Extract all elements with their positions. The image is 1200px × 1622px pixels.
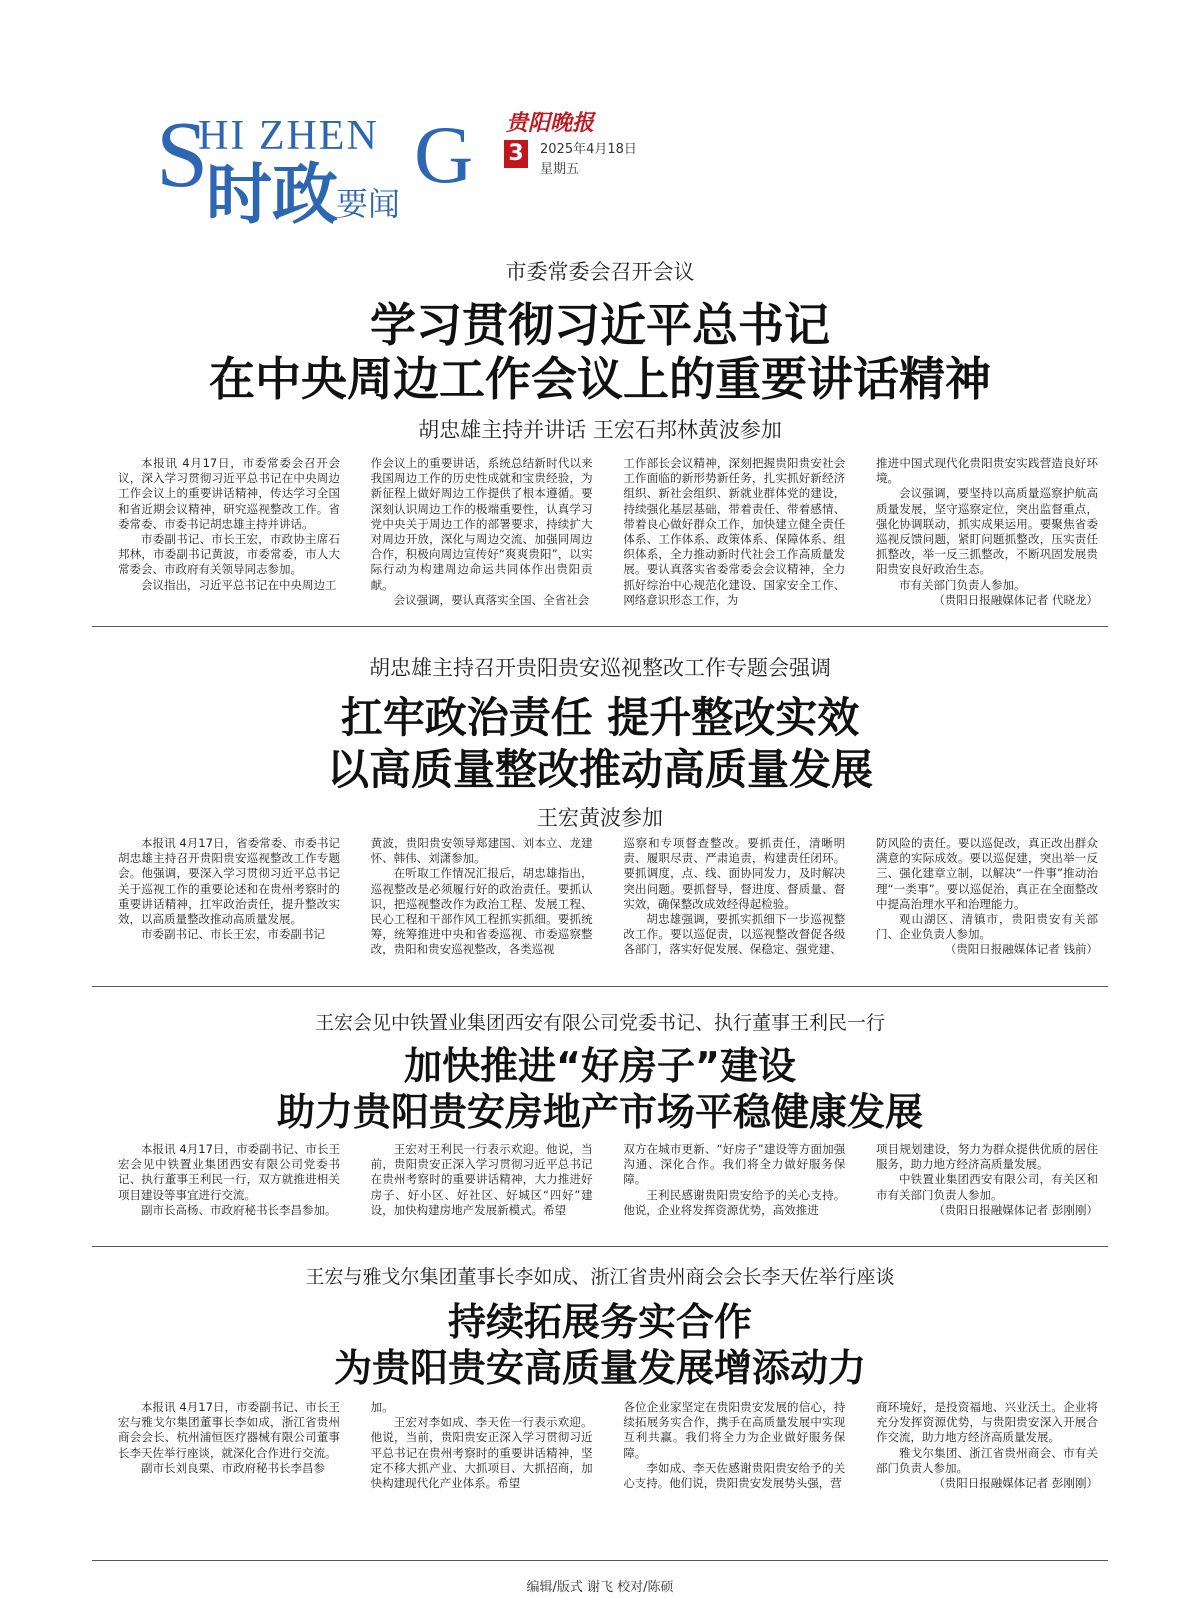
article-body — [118, 1400, 1098, 1528]
paragraph: 本报讯 4月17日，市委副书记、市长王宏会见中铁置业集团西安有限公司党委书记、执行董事王利民一行，双方就推进相关项目建设等事宜进行交流。 — [118, 1142, 340, 1202]
paragraph: 副市长高杨、市政府秘书长李昌参加。 — [141, 1202, 337, 1217]
paragraph: 胡忠雄强调，要抓实抓细下一步巡视整改工作。要以巡促责，以巡视整改督促各级各部门，落实好促发展、保稳定、强党建、 — [623, 912, 846, 957]
page-footer-credits: 编辑/版式 谢飞 校对/陈硕 — [526, 1580, 674, 1595]
paragraph: 会议强调，要坚持以高质量巡察护航高质量发展，坚守巡察定位，突出监督重点，强化协调联动，抓实成果运用。要聚焦省委巡视反馈问题，紧盯问题抓整改，压实责任抓整改，举一反三抓整改，不断巩固发展贵阳贵安良好政治生态。 — [875, 486, 1098, 577]
body-column — [876, 1142, 1098, 1226]
paragraph: 本报讯 4月17日，市委副书记、市长王宏与雅戈尔集团董事长李如成，浙江省贵州商会会长、杭州浦恒医疗器械有限公司董事长李天佐举行座谈，就深化合作进行交流。 — [118, 1400, 340, 1460]
paragraph: 各位企业家坚定在贵阳贵安发展的信心，持续拓展务实合作，携手在高质量发展中实现互利共赢。我们将全力为企业做好服务保障。 — [623, 1400, 846, 1460]
body-column — [371, 456, 593, 608]
paragraph: 市委副书记、市长王宏，市政协主席石邦林，市委副书记黄波，市委常委，市人大常委会、市政府有关领导同志参加。 — [118, 532, 340, 577]
section-divider — [92, 1246, 1108, 1247]
issue-date: 2025年4月18日 — [540, 142, 637, 157]
paragraph: 副市长刘良栗、市政府秘书长李昌参 — [141, 1460, 325, 1475]
paragraph: 市有关部门负责人参加。 — [898, 577, 1026, 592]
article-body — [118, 836, 1098, 962]
page-number: 3 — [504, 140, 528, 168]
section-divider — [92, 626, 1108, 627]
paragraph: 本报讯 4月17日，省委常委、市委书记胡忠雄主持召开贵阳贵安巡视整改工作专题会。他强调，要深入学习贯彻习近平总书记关于巡视工作的重要论述和在贵州考察时的重要讲话精神，扛牢政治责任，提升整改实效，以高质量整改推动高质量发展。 — [118, 836, 340, 927]
paragraph: 王宏对王利民一行表示欢迎。他说，当前，贵阳贵安正深入学习贯彻习近平总书记在贵州考察时的重要讲话精神，大力推进好房子、好小区、好社区、好城区“四好”建设，加快构建房地产发展新模式。希望 — [370, 1142, 593, 1217]
masthead — [156, 100, 676, 240]
footer-divider — [92, 1560, 1108, 1561]
body-column — [118, 1400, 340, 1528]
body-column — [876, 836, 1098, 962]
paragraph: 加。 — [370, 1400, 394, 1414]
paragraph: 防风险的责任。要以巡促改，真正改出群众满意的实际成效。要以巡促建，突出举一反三、强化建章立制，以解决“一件事”推动治理“一类事”。要以巡促治，真正在全面整改中提高治理水平和治理能力。 — [875, 836, 1098, 911]
article-kicker: 王宏与雅戈尔集团董事长李如成、浙江省贵州商会会长李天佐举行座谈 — [305, 1266, 895, 1288]
body-column — [371, 1400, 593, 1528]
body-column — [371, 1142, 593, 1226]
article-4 — [92, 1262, 1108, 1491]
article-headline-line-1: 加快推进“好房子”建设 — [404, 1044, 796, 1088]
section-divider — [92, 986, 1108, 987]
paragraph: 中铁置业集团西安有限公司，有关区和市有关部门负责人参加。 — [875, 1172, 1098, 1202]
article-1 — [92, 256, 1108, 607]
paragraph: 黄波，贵阳贵安领导郑建国、刘本立、龙建怀、韩伟、刘潇参加。 — [370, 836, 593, 866]
paragraph: 推进中国式现代化贵阳贵安实践营造良好环境。 — [875, 456, 1098, 486]
body-column — [623, 1400, 845, 1528]
paragraph: 王宏对李如成、李天佐一行表示欢迎。他说，当前，贵阳贵安正深入学习贯彻习近平总书记在贵州考察时的重要讲话精神，坚定不移大抓产业、大抓项目、大抓招商，加快构建现代化产业体系。希望 — [370, 1415, 593, 1491]
body-column — [118, 1142, 340, 1226]
paragraph: 商环境好，是投资福地、兴业沃土。企业将充分发挥资源优势，与贵阳贵安深入开展合作交流，助力地方经济高质量发展。 — [875, 1400, 1098, 1445]
byline: （贵阳日报融媒体记者 钱前） — [944, 942, 1098, 957]
article-headline-line-2: 在中央周边工作会议上的重要讲话精神 — [209, 352, 991, 406]
issue-weekday: 星期五 — [540, 162, 580, 177]
masthead-latin: HI ZHEN — [198, 113, 379, 159]
paragraph: 王利民感谢贵阳贵安给予的关心支持。他说，企业将发挥资源优势，高效推进 — [623, 1187, 846, 1217]
section-title: 时政 — [206, 156, 338, 233]
paragraph: 作会议上的重要讲话，系统总结新时代以来我国周边工作的历史性成就和宝贵经验，为新征程上做好周边工作提供了根本遵循。要深刻认识周边工作的极端重要性，认真学习党中央关于周边工作的部署要求，持续扩大对周边开放，深化与周边交流、加强同周边合作，积极向周边宣传好“爽爽贵阳”，以实际行动为构建周边命运共同体作出贵阳贡献。 — [370, 456, 593, 592]
paragraph: 巡察和专项督查整改。要抓责任，清晰明责、履职尽责、严肃追责，构建责任闭环。要抓调度，点、线、面协同发力，及时解决突出问题。要抓督导，督进度、督质量、督实效，确保整改成效经得起检验。 — [623, 836, 846, 911]
article-headline-line-1: 扛牢政治责任 提升整改实效 — [340, 693, 860, 742]
body-column — [371, 836, 593, 962]
paragraph: 在听取工作情况汇报后，胡忠雄指出，巡视整改是必须履行好的政治责任。要抓认识，把巡视整改作为政治工程、发展工程、民心工程和干部作风工程抓实抓细。要抓统筹，统筹推进中央和省委巡视、市委巡察整改，贵阳和贵安巡视整改，各类巡视 — [370, 866, 593, 957]
article-headline-line-2: 为贵阳贵安高质量发展增添动力 — [333, 1346, 866, 1390]
byline: （贵阳日报融媒体记者 彭刚刚） — [933, 1202, 1098, 1217]
byline: （贵阳日报融媒体记者 彭刚刚） — [933, 1476, 1098, 1491]
paragraph: 项目规划建设，努力为群众提供优质的居住服务，助力地方经济高质量发展。 — [875, 1142, 1098, 1172]
paragraph: 本报讯 4月17日，市委常委会召开会议，深入学习贯彻习近平总书记在中央周边工作会议上的重要讲话精神，传达学习全国和省近期会议精神，研究巡视整改工作。省委常委、市委书记胡忠雄主持并讲话。 — [118, 456, 340, 531]
newspaper-name: 贵阳晚报 — [506, 110, 595, 135]
body-column — [876, 456, 1098, 608]
masthead-letter-g: G — [414, 109, 474, 200]
article-headline-line-1: 持续拓展务实合作 — [447, 1300, 752, 1344]
body-column — [876, 1400, 1098, 1528]
paragraph: 会议指出，习近平总书记在中央周边工 — [141, 577, 337, 592]
article-headline-line-2: 助力贵阳贵安房地产市场平稳健康发展 — [276, 1090, 923, 1134]
article-body — [118, 456, 1098, 608]
article-body — [118, 1142, 1098, 1226]
paragraph: 工作部长会议精神，深刻把握贵阳贵安社会工作面临的新形势新任务，扎实抓好新经济组织、新社会组织、新就业群体党的建设，持续强化基层基础，带着责任、带着感情、带着良心做好群众工作，加快建立健全责任体系、工作体系、政策体系、保障体系、组织体系，全力推动新时代社会工作高质量发展。要认真落实省委常委会会议精神，全力抓好综治中心规范化建设、国家安全工作、网络意识形态工作，为 — [623, 456, 846, 607]
paragraph: 双方在城市更新、“好房子”建设等方面加强沟通、深化合作。我们将全力做好服务保障。 — [623, 1142, 846, 1187]
article-kicker: 胡忠雄主持召开贵阳贵安巡视整改工作专题会强调 — [369, 656, 831, 680]
article-kicker: 市委常委会召开会议 — [505, 260, 695, 284]
body-column — [118, 836, 340, 962]
article-kicker: 王宏会见中铁置业集团西安有限公司党委书记、执行董事王利民一行 — [314, 1012, 885, 1034]
body-column — [623, 456, 845, 608]
masthead-letter-s: S — [156, 103, 209, 207]
body-column — [623, 1142, 845, 1226]
paragraph: 李如成、李天佐感谢贵阳贵安给予的关心支持。他们说，贵阳贵安发展势头强，营 — [623, 1460, 846, 1491]
body-column — [623, 836, 845, 962]
article-headline-line-2: 以高质量整改推动高质量发展 — [326, 745, 873, 794]
byline: （贵阳日报融媒体记者 代晓龙） — [933, 592, 1098, 607]
paragraph: 市委副书记、市长王宏，市委副书记 — [141, 927, 325, 942]
article-3 — [92, 1008, 1108, 1217]
body-column — [118, 456, 340, 608]
paragraph: 观山湖区、清镇市，贵阳贵安有关部门、企业负责人参加。 — [875, 912, 1098, 942]
article-headline-line-1: 学习贯彻习近平总书记 — [370, 298, 830, 352]
article-subhead: 王宏黄波参加 — [537, 806, 663, 830]
paragraph: 雅戈尔集团、浙江省贵州商会、市有关部门负责人参加。 — [875, 1445, 1098, 1475]
article-2 — [92, 652, 1108, 957]
section-subtitle: 要闻 — [336, 185, 401, 223]
article-subhead: 胡忠雄主持并讲话 王宏石邦林黄波参加 — [418, 418, 782, 442]
paragraph: 会议强调，要认真落实全国、全省社会 — [393, 592, 590, 607]
